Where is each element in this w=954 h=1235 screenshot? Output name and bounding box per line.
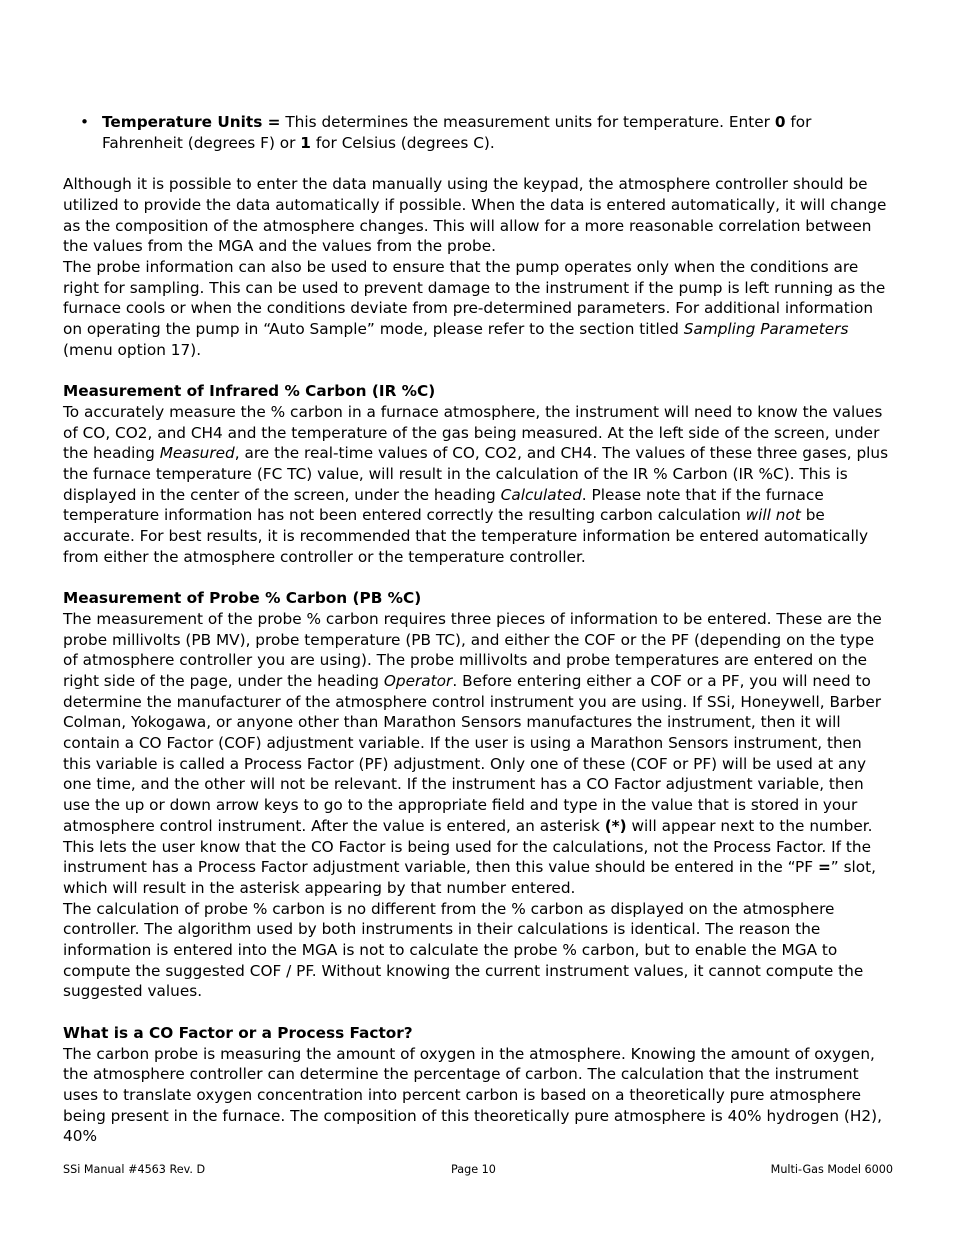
footer-page-number: Page 10 (451, 1163, 496, 1176)
paragraph-probe-carbon: The measurement of the probe % carbon requires three pieces of information to be entered. These are the probe millivolts (PB MV), probe temperature (PB TC), and either the COF or the PF (depending on the type of atmosphere controller you are using). The probe millivolts and probe temperatures are entered on the right side of the page, under the heading Operator. Before entering either a COF or a PF, you will need to determine the manufacturer of the atmosphere control instrument you are using. If SSi, Honeywell, Barber Colman, Yokogawa, or anyone other than Marathon Sensors manufactures the instrument, then it will contain a CO Factor (COF) adjustment variable. If the user is using a Marathon Sensors instrument, then this variable is called a Process Factor (PF) adjustment. Only one of these (COF or PF) will be used at any one time, and the other will not be relevant. If the instrument has a CO Factor adjustment variable, then use the up or down arrow keys to go to the appropriate field and type in the value that is stored in your atmosphere control instrument. After the value is entered, an asterisk (*) will appear next to the number. This lets the user know that the CO Factor is being used for the calculations, not the Process Factor. If the instrument has a Process Factor adjustment variable, then this value should be entered in the “PF =” slot, which will result in the asterisk appearing by that number entered. (63, 609, 882, 897)
paragraph-co-factor: The carbon probe is measuring the amount of oxygen in the atmosphere. Knowing the amount of oxygen, the atmosphere controller can determine the percentage of carbon. The calculation that the instrument uses to translate oxygen concentration into percent carbon is based on a theoretically pure atmosphere being present in the furnace. The composition of this theoretically pure atmosphere is 40% hydrogen (H2), 40% (63, 1044, 882, 1146)
heading-probe-carbon: Measurement of Probe % Carbon (PB %C) (63, 589, 422, 608)
paragraph-probe-information: The probe information can also be used to ensure that the pump operates only when the conditions are right for sampling. This can be used to prevent damage to the instrument if the pump is left running as the furnace cools or when the conditions deviate from pre-determined parameters. For additional information on operating the pump in “Auto Sample” mode, please refer to the section titled Sampling Parameters (menu option 17). (63, 257, 886, 359)
value-zero: 0 (774, 113, 786, 131)
footer-manual-id: SSi Manual #4563 Rev. D (63, 1163, 206, 1176)
reference-sampling-parameters: Sampling Parameters (683, 320, 849, 339)
value-one: 1 (300, 133, 311, 152)
document-body (63, 112, 893, 1147)
bullet-temperature-units: • Temperature Units = This determines the measurement units for temperature. Enter 0 for Fahrenheit (degrees F) or 1 for Celsius (degrees C). (80, 113, 812, 152)
footer-model: Multi-Gas Model 6000 (770, 1163, 893, 1176)
heading-co-factor: What is a CO Factor or a Process Factor? (63, 1023, 413, 1042)
paragraph-manual-entry: Although it is possible to enter the data manually using the keypad, the atmosphere controller should be utilized to provide the data automatically if possible. When the data is entered automatically, it will change as the composition of the atmosphere changes. This will allow for a more reasonable correlation between the values from the MGA and the values from the probe. (63, 175, 887, 256)
paragraph-infrared-carbon: To accurately measure the % carbon in a furnace atmosphere, the instrument will need to know the values of CO, CO2, and CH4 and the temperature of the gas being measured. At the left side of the screen, under the heading Measured, are the real-time values of CO, CO2, and CH4. The values of these three gases, plus the furnace temperature (FC TC) value, will result in the calculation of the IR % Carbon (IR %C). This is displayed in the center of the screen, under the heading Calculated. Please note that if the furnace temperature information has not been entered correctly the resulting carbon calculation will not be accurate. For best results, it is recommended that the temperature information be entered automatically from either the atmosphere controller or the temperature controller. (63, 402, 889, 566)
bullet-term: Temperature Units = (102, 113, 281, 131)
paragraph-probe-calculation: The calculation of probe % carbon is no different from the % carbon as displayed on the atmosphere controller. The algorithm used by both instruments in their calculations is identical. The reason the information is entered into the MGA is not to calculate the probe % carbon, but to enable the MGA to compute the suggested COF / PF. Without knowing the current instrument values, it cannot compute the suggested values. (63, 899, 864, 1001)
heading-infrared-carbon: Measurement of Infrared % Carbon (IR %C) (63, 382, 436, 401)
bullet-symbol: • (80, 113, 90, 131)
